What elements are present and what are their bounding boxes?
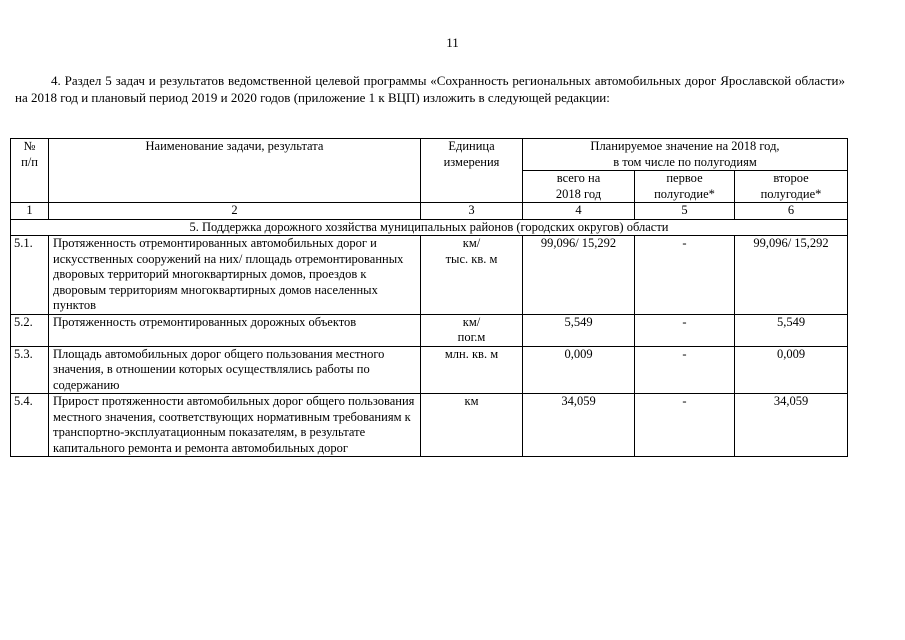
- section-title: 5. Поддержка дорожного хозяйства муниципальных районов (городских округов) области: [11, 219, 848, 236]
- index-cell: 2: [49, 203, 421, 220]
- row-total: 34,059: [523, 394, 635, 457]
- row-first-half: -: [635, 236, 735, 315]
- row-first-half: -: [635, 346, 735, 394]
- index-cell: 5: [635, 203, 735, 220]
- row-second-half: 5,549: [735, 314, 848, 346]
- table-row: [11, 314, 848, 346]
- page-number: 11: [446, 35, 459, 50]
- intro-paragraph: 4. Раздел 5 задач и результатов ведомственной целевой программы «Сохранность региональных автомобильных дорог Ярославской области» на 2018 год и плановый период 2019 и 2020 годов (приложение 1 к ВЦП) изложить в следующей редакции:: [15, 73, 845, 105]
- header-planned: Планируемое значение на 2018 год, в том числе по полугодиям: [523, 139, 848, 171]
- index-cell: 1: [11, 203, 49, 220]
- header-second-half: второе полугодие*: [735, 171, 848, 203]
- row-total: 0,009: [523, 346, 635, 394]
- index-row: [11, 203, 848, 220]
- row-first-half: -: [635, 394, 735, 457]
- index-cell: 4: [523, 203, 635, 220]
- header-first-half: первое полугодие*: [635, 171, 735, 203]
- row-first-half: -: [635, 314, 735, 346]
- row-unit: млн. кв. м: [421, 346, 523, 394]
- row-num: 5.2.: [11, 314, 49, 346]
- header-name: Наименование задачи, результата: [49, 139, 421, 203]
- row-name: Протяженность отремонтированных дорожных объектов: [49, 314, 421, 346]
- section-row: [11, 219, 848, 236]
- header-unit: Единица измерения: [421, 139, 523, 203]
- table-row: [11, 346, 848, 394]
- row-second-half: 99,096/ 15,292: [735, 236, 848, 315]
- table-row: [11, 394, 848, 457]
- row-unit: км: [421, 394, 523, 457]
- row-name: Протяженность отремонтированных автомобильных дорог и искусственных сооружений на них/ площадь отремонтированных дворовых территорий многоквартирных домов, проездов к дворовым территориям многоквартирных домов населенных пунктов: [49, 236, 421, 315]
- index-cell: 3: [421, 203, 523, 220]
- header-row: [11, 139, 848, 171]
- row-num: 5.1.: [11, 236, 49, 315]
- row-second-half: 0,009: [735, 346, 848, 394]
- row-total: 5,549: [523, 314, 635, 346]
- index-cell: 6: [735, 203, 848, 220]
- row-second-half: 34,059: [735, 394, 848, 457]
- header-total: всего на 2018 год: [523, 171, 635, 203]
- row-num: 5.3.: [11, 346, 49, 394]
- header-num: № п/п: [11, 139, 49, 203]
- row-name: Площадь автомобильных дорог общего пользования местного значения, в отношении которых осуществлялись работы по содержанию: [49, 346, 421, 394]
- tasks-results-table: [10, 138, 848, 457]
- row-name: Прирост протяженности автомобильных дорог общего пользования местного значения, соответствующих нормативным требованиям к транспортно-эксплуатационным показателям, в результате капитального ремонта и ремонта автомобильных дорог: [49, 394, 421, 457]
- row-unit: км/ пог.м: [421, 314, 523, 346]
- table-row: [11, 236, 848, 315]
- row-unit: км/ тыс. кв. м: [421, 236, 523, 315]
- row-num: 5.4.: [11, 394, 49, 457]
- row-total: 99,096/ 15,292: [523, 236, 635, 315]
